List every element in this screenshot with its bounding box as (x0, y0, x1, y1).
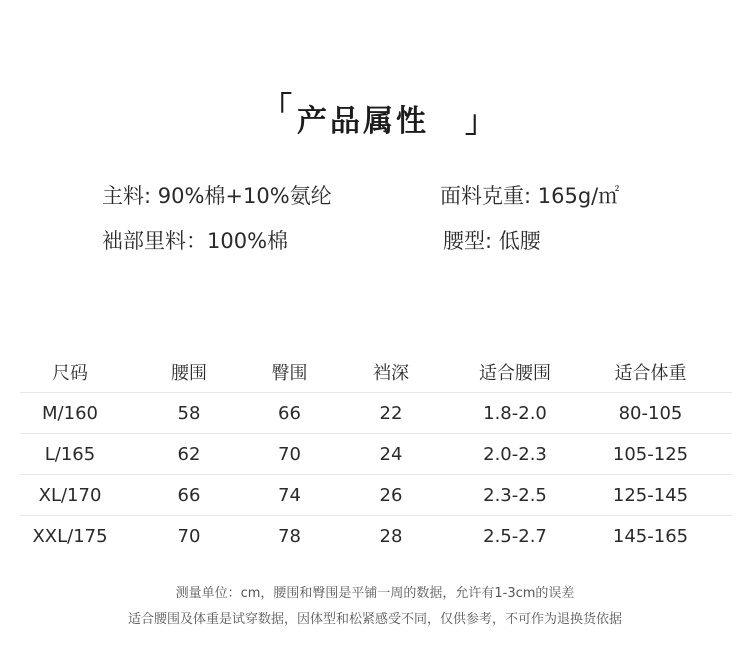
header-size: 尺码 (20, 352, 120, 393)
attr-pocket-lining: 袦部里料：100%棉 (102, 229, 289, 253)
size-table-header-row (20, 352, 732, 393)
cell-fit-waist: 2.3-2.5 (461, 475, 569, 516)
title-right-bracket: 」 (465, 105, 495, 140)
table-row (20, 393, 732, 434)
cell-hip: 66 (258, 393, 321, 434)
header-fit-waist: 适合腰围 (461, 352, 569, 393)
cell-size: M/160 (20, 393, 120, 434)
cell-rise: 22 (321, 393, 461, 434)
section-title (0, 92, 750, 142)
cell-fit-weight: 125-145 (569, 475, 732, 516)
title-left-bracket: 「 (262, 91, 292, 126)
measurement-note: 测量单位：cm，腰围和臀围是平铺一周的数据，允许有1-3cm的误差 (175, 586, 575, 601)
header-waist: 腰围 (120, 352, 258, 393)
cell-fit-weight: 105-125 (569, 434, 732, 475)
cell-waist: 66 (120, 475, 258, 516)
cell-rise: 24 (321, 434, 461, 475)
cell-rise: 26 (321, 475, 461, 516)
table-row (20, 516, 732, 557)
table-row (20, 434, 732, 475)
size-table (20, 352, 732, 556)
cell-size: XL/170 (20, 475, 120, 516)
cell-waist: 70 (177, 525, 201, 547)
cell-size: XXL/175 (32, 525, 108, 547)
attr-fabric-weight: 面料克重: 165g/㎡ (440, 184, 620, 208)
cell-fit-waist: 2.0-2.3 (461, 434, 569, 475)
cell-waist: 58 (120, 393, 258, 434)
header-rise: 裆深 (321, 352, 461, 393)
cell-hip: 74 (258, 475, 321, 516)
cell-waist: 62 (120, 434, 258, 475)
cell-rise: 28 (379, 525, 403, 547)
attr-main-material: 主料: 90%棉+10%氨纶 (102, 184, 332, 208)
cell-size: L/165 (20, 434, 120, 475)
cell-hip: 78 (278, 525, 301, 547)
attr-waist-type: 腰型: 低腰 (443, 229, 541, 253)
header-fit-weight: 适合体重 (569, 352, 732, 393)
page-title: 产品属性 (297, 104, 429, 139)
table-row (20, 475, 732, 516)
header-hip: 臀围 (258, 352, 321, 393)
cell-hip: 70 (258, 434, 321, 475)
fit-disclaimer-note: 适合腰围及体重是试穿数据，因体型和松紧感受不同，仅供参考，不可作为退换货依据 (127, 612, 622, 627)
cell-fit-weight: 80-105 (569, 393, 732, 434)
cell-fit-weight: 145-165 (612, 525, 689, 547)
cell-fit-waist: 2.5-2.7 (483, 525, 547, 547)
cell-fit-waist: 1.8-2.0 (461, 393, 569, 434)
